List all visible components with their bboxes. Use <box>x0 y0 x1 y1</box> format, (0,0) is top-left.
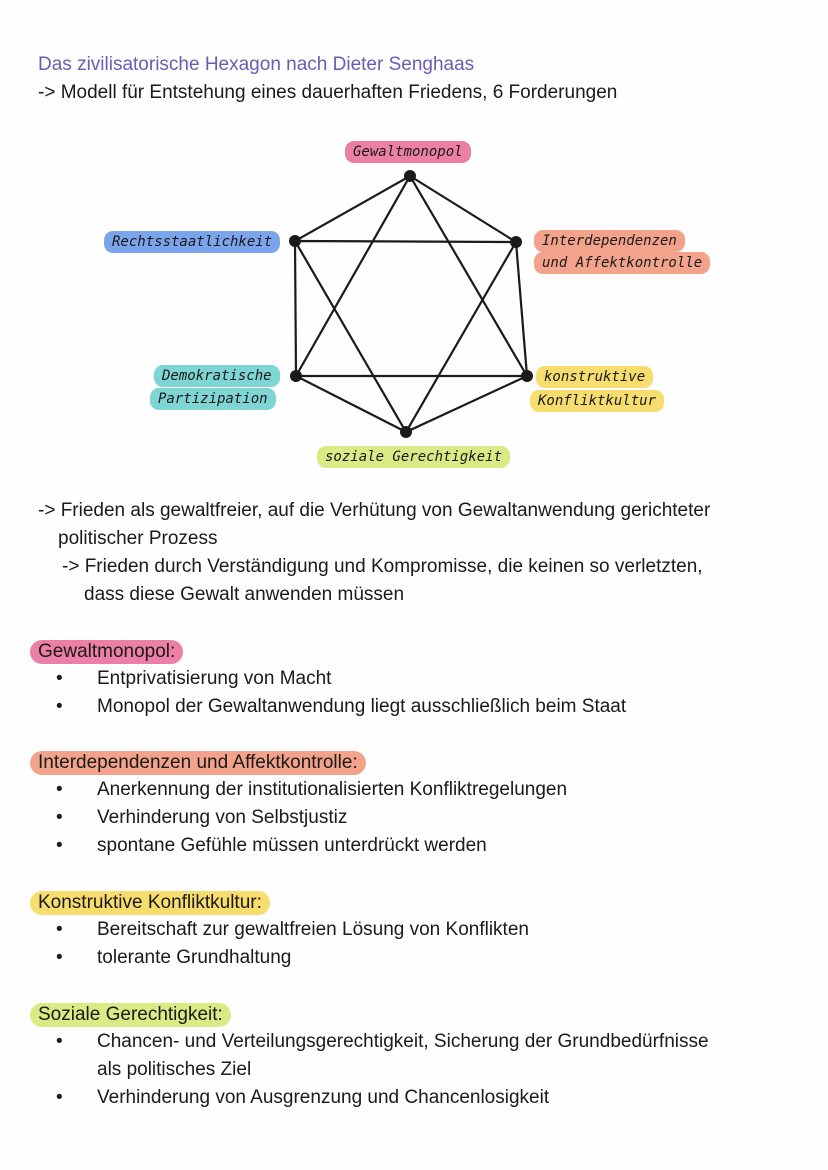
triangle-up <box>296 176 527 376</box>
section-heading-interdependenzen: Interdependenzen und Affektkontrolle: <box>30 751 366 775</box>
label-interdependenzen: Interdependenzen <box>534 230 685 252</box>
list-item: Verhinderung von Selbstjustiz <box>97 807 348 828</box>
bullet-marker: • <box>56 1087 63 1108</box>
triangle-down <box>295 241 516 432</box>
section-heading-gewaltmonopol: Gewaltmonopol: <box>30 640 183 664</box>
label-gewaltmonopol: Gewaltmonopol <box>345 141 471 163</box>
page-title: Das zivilisatorische Hexagon nach Dieter Senghaas <box>38 54 475 75</box>
vertex-upper-left <box>289 235 301 247</box>
section-heading-soziale-gerechtigkeit: Soziale Gerechtigkeit: <box>30 1003 231 1027</box>
bullet-marker: • <box>56 1031 63 1052</box>
label-affektkontrolle: und Affektkontrolle <box>534 252 710 274</box>
list-item: Entprivatisierung von Macht <box>97 668 332 689</box>
list-item-continuation: als politisches Ziel <box>97 1059 252 1080</box>
bullet-marker: • <box>56 668 63 689</box>
label-demokratische: Demokratische <box>154 365 280 387</box>
bullet-marker: • <box>56 779 63 800</box>
vertex-bottom <box>400 426 412 438</box>
definition-line-2: politischer Prozess <box>58 528 218 549</box>
list-item: Verhinderung von Ausgrenzung und Chancenlosigkeit <box>97 1087 550 1108</box>
hexagon-diagram <box>0 130 828 480</box>
definition-line-1: -> Frieden als gewaltfreier, auf die Verhütung von Gewaltanwendung gerichteter <box>38 500 711 521</box>
vertex-top <box>404 170 416 182</box>
bullet-marker: • <box>56 696 63 717</box>
bullet-marker: • <box>56 835 63 856</box>
definition-line-4: dass diese Gewalt anwenden müssen <box>84 584 405 605</box>
list-item: Chancen- und Verteilungsgerechtigkeit, Sicherung der Grundbedürfnisse <box>97 1031 709 1052</box>
list-item: tolerante Grundhaltung <box>97 947 292 968</box>
hexagon-outline <box>295 176 527 432</box>
list-item: Monopol der Gewaltanwendung liegt ausschließlich beim Staat <box>97 696 627 717</box>
bullet-marker: • <box>56 919 63 940</box>
label-konstruktive: konstruktive <box>536 366 653 388</box>
vertex-upper-right <box>510 236 522 248</box>
bullet-marker: • <box>56 947 63 968</box>
vertex-lower-right <box>521 370 533 382</box>
label-konfliktkultur: Konfliktkultur <box>530 390 664 412</box>
vertex-lower-left <box>290 370 302 382</box>
list-item: Anerkennung der institutionalisierten Konfliktregelungen <box>97 779 568 800</box>
definition-line-3: -> Frieden durch Verständigung und Kompromisse, die keinen so verletzten, <box>62 556 703 577</box>
list-item: spontane Gefühle müssen unterdrückt werden <box>97 835 487 856</box>
page-subtitle: -> Modell für Entstehung eines dauerhaften Friedens, 6 Forderungen <box>38 82 618 103</box>
label-partizipation: Partizipation <box>150 388 276 410</box>
label-rechtsstaatlichkeit: Rechtsstaatlichkeit <box>104 231 280 253</box>
label-soziale-gerechtigkeit: soziale Gerechtigkeit <box>317 446 510 468</box>
bullet-marker: • <box>56 807 63 828</box>
list-item: Bereitschaft zur gewaltfreien Lösung von Konflikten <box>97 919 529 940</box>
section-heading-konfliktkultur: Konstruktive Konfliktkultur: <box>30 891 270 915</box>
hexagon-svg <box>0 130 828 480</box>
